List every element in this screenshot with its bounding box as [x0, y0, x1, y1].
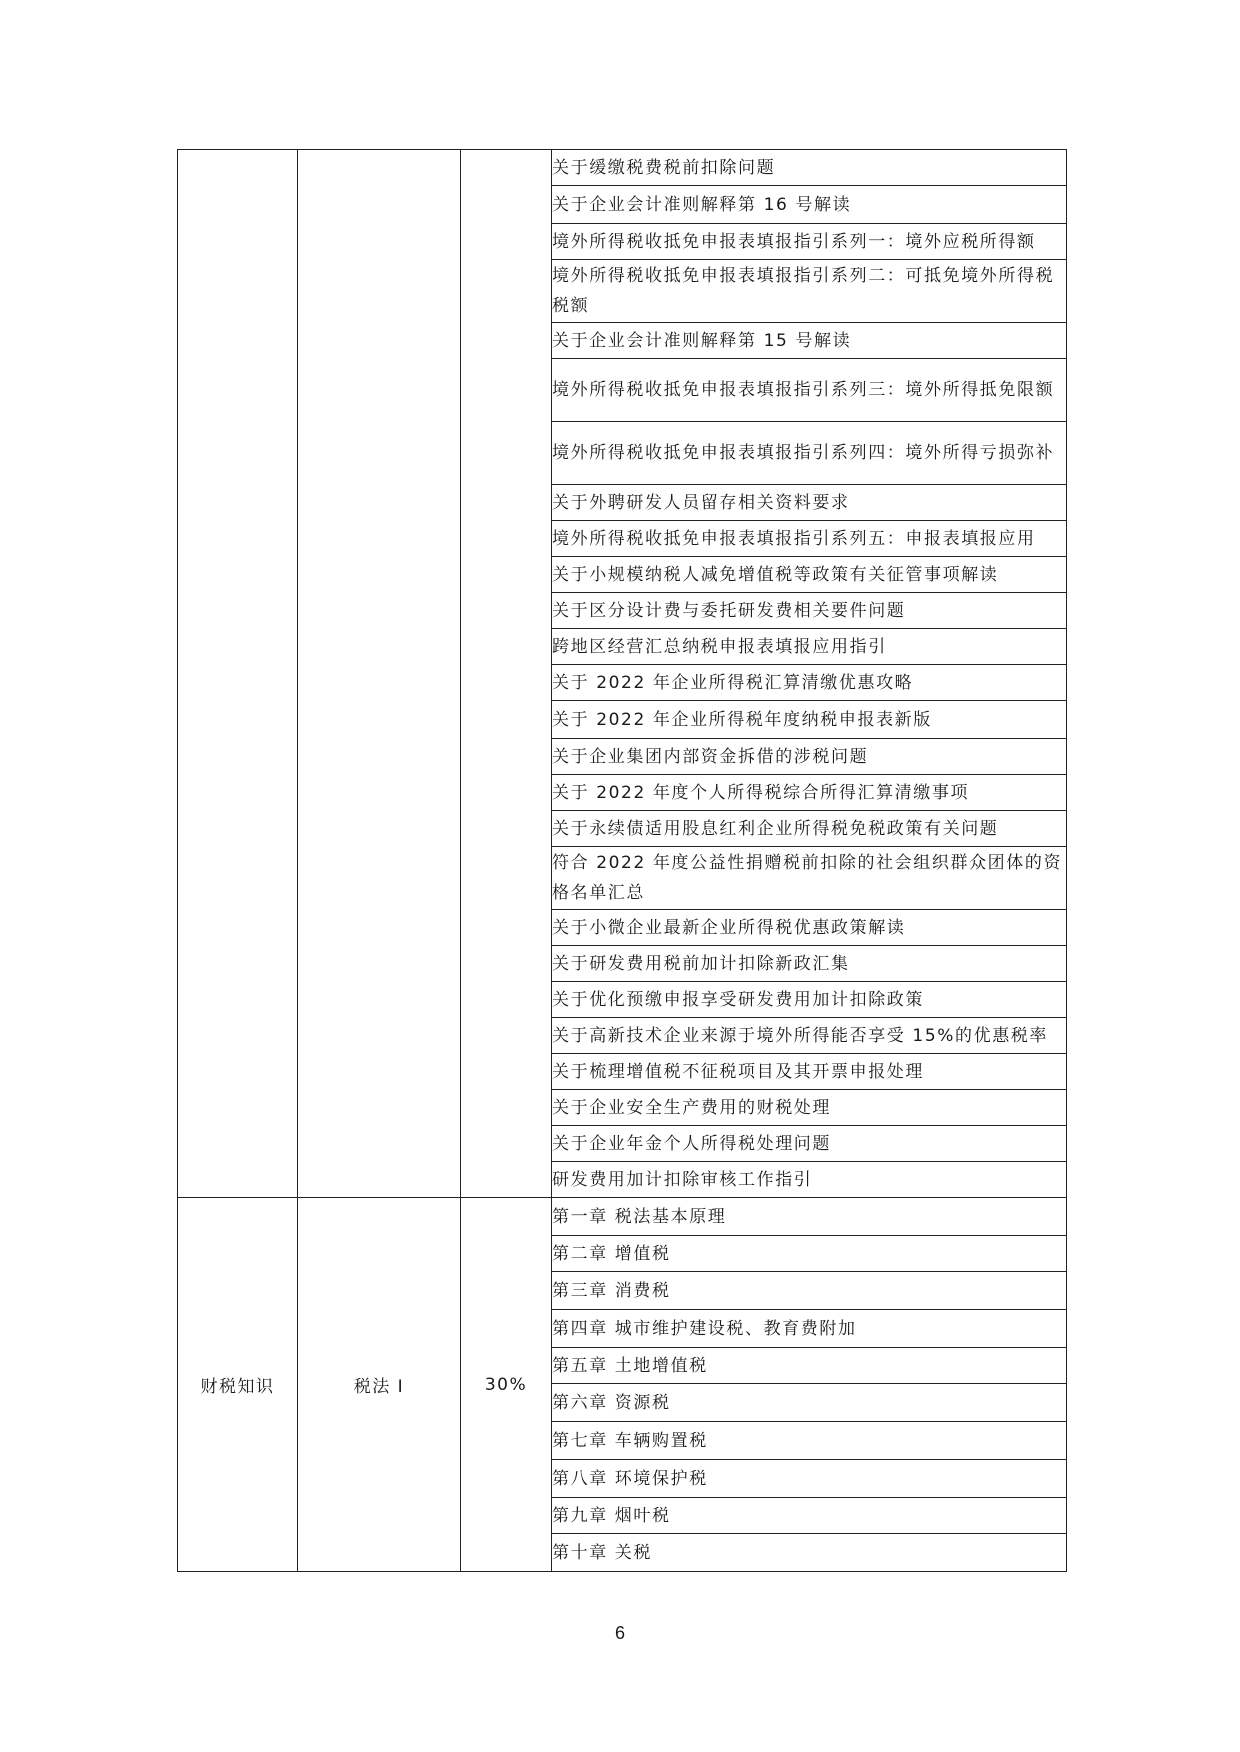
- topic-item: 关于 2022 年度个人所得税综合所得汇算清缴事项: [552, 775, 1067, 811]
- topic-item: 关于高新技术企业来源于境外所得能否享受 15%的优惠税率: [552, 1018, 1067, 1054]
- topic-item: 关于缓缴税费税前扣除问题: [552, 150, 1067, 186]
- topic-item: 跨地区经营汇总纳税申报表填报应用指引: [552, 629, 1067, 665]
- topic-item: 关于企业集团内部资金拆借的涉税问题: [552, 739, 1067, 775]
- topic-item: 关于企业会计准则解释第 15 号解读: [552, 323, 1067, 359]
- topic-item: 第四章 城市维护建设税、教育费附加: [552, 1310, 1067, 1348]
- table-row: [178, 1198, 1067, 1236]
- topic-item: 第一章 税法基本原理: [552, 1198, 1067, 1236]
- category-cell-empty: [178, 150, 298, 1198]
- topic-item: 关于小规模纳税人减免增值税等政策有关征管事项解读: [552, 557, 1067, 593]
- topic-item: 关于企业年金个人所得税处理问题: [552, 1126, 1067, 1162]
- topic-item: 境外所得税收抵免申报表填报指引系列二：可抵免境外所得税税额: [552, 260, 1067, 323]
- weight-cell-empty: [461, 150, 552, 1198]
- topic-item: 关于优化预缴申报享受研发费用加计扣除政策: [552, 982, 1067, 1018]
- topic-item: 关于区分设计费与委托研发费相关要件问题: [552, 593, 1067, 629]
- topic-item: 第十章 关税: [552, 1534, 1067, 1572]
- topic-item: 关于 2022 年企业所得税年度纳税申报表新版: [552, 701, 1067, 739]
- topic-item: 符合 2022 年度公益性捐赠税前扣除的社会组织群众团体的资格名单汇总: [552, 847, 1067, 910]
- topic-item: 境外所得税收抵免申报表填报指引系列三：境外所得抵免限额: [552, 359, 1067, 422]
- topic-item: 第七章 车辆购置税: [552, 1422, 1067, 1460]
- topic-item: 第五章 土地增值税: [552, 1348, 1067, 1384]
- category-cell: 财税知识: [178, 1198, 298, 1572]
- topic-item: 境外所得税收抵免申报表填报指引系列五：申报表填报应用: [552, 521, 1067, 557]
- topic-item: 境外所得税收抵免申报表填报指引系列四：境外所得亏损弥补: [552, 422, 1067, 485]
- topic-item: 关于外聘研发人员留存相关资料要求: [552, 485, 1067, 521]
- topic-item: 关于梳理增值税不征税项目及其开票申报处理: [552, 1054, 1067, 1090]
- topic-item: 关于小微企业最新企业所得税优惠政策解读: [552, 910, 1067, 946]
- topic-item: 第六章 资源税: [552, 1384, 1067, 1422]
- table-row: [178, 150, 1067, 186]
- topic-item: 第九章 烟叶税: [552, 1498, 1067, 1534]
- page-number: 6: [614, 1623, 625, 1643]
- topic-item: 关于永续债适用股息红利企业所得税免税政策有关问题: [552, 811, 1067, 847]
- weight-cell: 30%: [461, 1198, 552, 1572]
- topic-item: 第二章 增值税: [552, 1236, 1067, 1272]
- topic-item: 第三章 消费税: [552, 1272, 1067, 1310]
- topic-item: 关于 2022 年企业所得税汇算清缴优惠攻略: [552, 665, 1067, 701]
- topic-item: 第八章 环境保护税: [552, 1460, 1067, 1498]
- subject-cell-empty: [298, 150, 461, 1198]
- topic-item: 关于研发费用税前加计扣除新政汇集: [552, 946, 1067, 982]
- topic-item: 境外所得税收抵免申报表填报指引系列一：境外应税所得额: [552, 224, 1067, 260]
- topic-item: 关于企业安全生产费用的财税处理: [552, 1090, 1067, 1126]
- subject-cell: 税法 I: [298, 1198, 461, 1572]
- topic-item: 研发费用加计扣除审核工作指引: [552, 1162, 1067, 1198]
- topic-item: 关于企业会计准则解释第 16 号解读: [552, 186, 1067, 224]
- syllabus-table: [177, 149, 1067, 1572]
